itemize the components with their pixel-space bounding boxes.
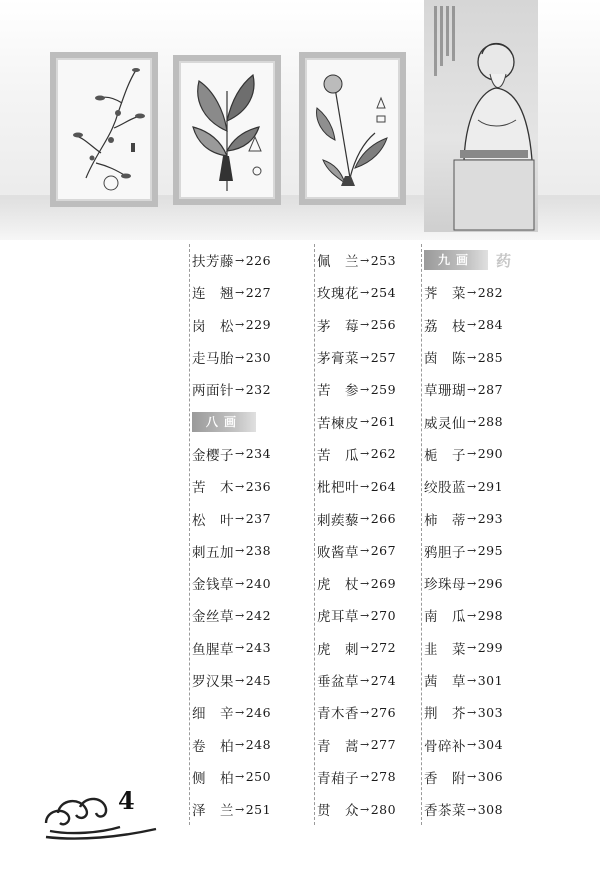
- arrow-icon: →: [360, 544, 370, 558]
- page-ref: 303: [477, 704, 504, 720]
- page-ref: 291: [477, 478, 504, 494]
- index-entry: [424, 373, 524, 405]
- herb-name: 柿 蒂: [424, 512, 466, 529]
- arrow-icon: →: [360, 738, 370, 752]
- cloud-scroll-icon: [40, 785, 160, 840]
- index-entry: [192, 664, 292, 696]
- index-entry: [424, 761, 524, 793]
- index-column-2: [317, 244, 417, 825]
- herb-name: 刺蒺藜: [317, 512, 359, 529]
- herb-name: 细 辛: [192, 706, 234, 723]
- scholar-portrait: [424, 0, 538, 232]
- page-ref: 250: [245, 769, 272, 785]
- arrow-icon: →: [235, 253, 245, 267]
- arrow-icon: →: [235, 705, 245, 719]
- arrow-icon: →: [467, 673, 477, 687]
- herb-name: 绞股蓝: [424, 480, 466, 497]
- herb-name: 荔 枝: [424, 318, 466, 335]
- arrow-icon: →: [235, 608, 245, 622]
- index-entry: [192, 632, 292, 664]
- herb-name: 茅膏菜: [317, 351, 359, 368]
- round-flower-plant-icon: [305, 58, 400, 199]
- arrow-icon: →: [235, 802, 245, 816]
- page-ref: 290: [477, 446, 504, 462]
- page-ref: 236: [245, 478, 272, 494]
- page-ref: 253: [370, 252, 397, 268]
- page-ref: 227: [245, 284, 272, 300]
- arrow-icon: →: [467, 318, 477, 332]
- arrow-icon: →: [235, 544, 245, 558]
- page-ref: 282: [477, 284, 504, 300]
- page-ref: 308: [477, 801, 504, 817]
- index-entry: [192, 341, 292, 373]
- herb-name: 苦楝皮: [317, 415, 359, 432]
- herb-name: 苦 木: [192, 480, 234, 497]
- herb-name: 金钱草: [192, 577, 234, 594]
- arrow-icon: →: [467, 447, 477, 461]
- page-ref: 257: [370, 349, 397, 365]
- page-ref: 288: [477, 414, 504, 430]
- index-entry: [424, 405, 524, 437]
- index-entry: [424, 696, 524, 728]
- index-entry: [192, 373, 292, 405]
- arrow-icon: →: [235, 382, 245, 396]
- herb-name: 香茶菜: [424, 803, 466, 820]
- arrow-icon: →: [467, 802, 477, 816]
- index-entry: [317, 276, 417, 308]
- herb-name: 苦 参: [317, 383, 359, 400]
- arrow-icon: →: [360, 415, 370, 429]
- page-ref: 301: [477, 672, 504, 688]
- herb-name: 苦 瓜: [317, 447, 359, 464]
- page-ref: 274: [370, 672, 397, 688]
- index-entry: [424, 309, 524, 341]
- page-ref: 251: [245, 801, 272, 817]
- index-entry: [424, 793, 524, 825]
- herb-name: 金丝草: [192, 609, 234, 626]
- page-ref: 238: [245, 543, 272, 559]
- page-ref: 256: [370, 317, 397, 333]
- index-entry: [317, 696, 417, 728]
- page-ref: 304: [477, 737, 504, 753]
- arrow-icon: →: [235, 285, 245, 299]
- arrow-icon: →: [235, 770, 245, 784]
- herb-name: 荠 菜: [424, 286, 466, 303]
- arrow-icon: →: [467, 479, 477, 493]
- arrow-icon: →: [235, 641, 245, 655]
- index-entry: [424, 438, 524, 470]
- herb-name: 青 蒿: [317, 738, 359, 755]
- herb-name: 骨碎补: [424, 738, 466, 755]
- page-ref: 269: [370, 575, 397, 591]
- page-ref: 232: [245, 381, 272, 397]
- page-ref: 262: [370, 446, 397, 462]
- herb-name: 垂盆草: [317, 674, 359, 690]
- herb-name: 韭 菜: [424, 641, 466, 658]
- herb-name: 侧 柏: [192, 770, 234, 787]
- stroke-count-header: 八画: [192, 412, 256, 432]
- arrow-icon: →: [467, 576, 477, 590]
- herb-name: 卷 柏: [192, 738, 234, 755]
- index-entry: [317, 405, 417, 437]
- index-entry: [424, 276, 524, 308]
- index-entry: [424, 341, 524, 373]
- page-ref: 272: [370, 640, 397, 656]
- index-entry: [317, 502, 417, 534]
- index-entry: [317, 470, 417, 502]
- herb-name: 败酱草: [317, 544, 359, 561]
- index-entry: [424, 664, 524, 696]
- index-entry: [192, 599, 292, 631]
- arrow-icon: →: [360, 770, 370, 784]
- page-ref: 234: [245, 446, 272, 462]
- index-entry: [317, 728, 417, 760]
- herb-name: 金樱子: [192, 447, 234, 464]
- page-ref: 245: [245, 672, 272, 688]
- faded-title-char: 药: [496, 251, 512, 270]
- herb-name: 茵 陈: [424, 351, 466, 368]
- index-entry: [317, 632, 417, 664]
- index-entry: [317, 567, 417, 599]
- arrow-icon: →: [360, 608, 370, 622]
- arrow-icon: →: [360, 350, 370, 364]
- herb-name: 虎 杖: [317, 577, 359, 594]
- arrow-icon: →: [360, 512, 370, 526]
- index-entry: [192, 309, 292, 341]
- index-entry: [424, 567, 524, 599]
- herb-name: 泽 兰: [192, 803, 234, 820]
- arrow-icon: →: [467, 608, 477, 622]
- index-entry: [424, 502, 524, 534]
- herb-illustration-card-1: [50, 52, 158, 207]
- arrow-icon: →: [360, 641, 370, 655]
- broadleaf-plant-icon: [179, 61, 275, 199]
- index-entry: [317, 438, 417, 470]
- arrow-icon: →: [467, 350, 477, 364]
- herb-name: 佩 兰: [317, 254, 359, 271]
- index-entry: [317, 373, 417, 405]
- stroke-count-header: 九画: [424, 250, 488, 270]
- herb-name: 草珊瑚: [424, 383, 466, 400]
- arrow-icon: →: [467, 770, 477, 784]
- arrow-icon: →: [360, 253, 370, 267]
- page-ref: 295: [477, 543, 504, 559]
- page-ref: 229: [245, 317, 272, 333]
- index-entry: [317, 793, 417, 825]
- page-ref: 296: [477, 575, 504, 591]
- index-entry: [317, 341, 417, 373]
- herb-name: 枇杷叶: [317, 480, 359, 497]
- arrow-icon: →: [360, 802, 370, 816]
- herb-name: 罗汉果: [192, 674, 234, 690]
- index-entry: [192, 567, 292, 599]
- arrow-icon: →: [467, 705, 477, 719]
- index-entry: [317, 535, 417, 567]
- page-ref: 306: [477, 769, 504, 785]
- page-ref: 267: [370, 543, 397, 559]
- herb-name: 青葙子: [317, 770, 359, 787]
- arrow-icon: →: [360, 382, 370, 396]
- arrow-icon: →: [360, 479, 370, 493]
- index-entry: [192, 502, 292, 534]
- herb-name: 荆 芥: [424, 706, 466, 723]
- arrow-icon: →: [360, 673, 370, 687]
- page-ref: 280: [370, 801, 397, 817]
- arrow-icon: →: [235, 576, 245, 590]
- arrow-icon: →: [360, 705, 370, 719]
- index-entry: [424, 470, 524, 502]
- page-ref: 266: [370, 511, 397, 527]
- page-ref: 277: [370, 737, 397, 753]
- index-column-1: [192, 244, 292, 825]
- page-ref: 270: [370, 607, 397, 623]
- arrow-icon: →: [235, 318, 245, 332]
- herb-name: 香 附: [424, 770, 466, 787]
- arrow-icon: →: [467, 415, 477, 429]
- arrow-icon: →: [360, 447, 370, 461]
- herb-name: 栀 子: [424, 447, 466, 464]
- page-ref: 284: [477, 317, 504, 333]
- index-entry: [424, 632, 524, 664]
- page-ref: 264: [370, 478, 397, 494]
- herb-illustration-card-3: [299, 52, 406, 205]
- page-ref: 287: [477, 381, 504, 397]
- page-ref: 298: [477, 607, 504, 623]
- page-ref: 240: [245, 575, 272, 591]
- arrow-icon: →: [467, 738, 477, 752]
- index-entry: [192, 438, 292, 470]
- arrow-icon: →: [235, 447, 245, 461]
- herb-name: 贯 众: [317, 803, 359, 820]
- arrow-icon: →: [235, 738, 245, 752]
- herb-name: 威灵仙: [424, 415, 466, 432]
- arrow-icon: →: [467, 641, 477, 655]
- herb-name: 刺五加: [192, 544, 234, 561]
- arrow-icon: →: [235, 512, 245, 526]
- herb-name: 茅 莓: [317, 318, 359, 335]
- page-ref: 276: [370, 704, 397, 720]
- page-ref: 230: [245, 349, 272, 365]
- index-entry: [317, 761, 417, 793]
- herb-name: 两面针: [192, 383, 234, 400]
- index-entry: [192, 470, 292, 502]
- herb-name: 连 翘: [192, 286, 234, 303]
- arrow-icon: →: [360, 576, 370, 590]
- index-entry: [192, 793, 292, 825]
- arrow-icon: →: [467, 544, 477, 558]
- index-entry: [192, 244, 292, 276]
- herb-name: 走马胎: [192, 351, 234, 368]
- page-ref: 248: [245, 737, 272, 753]
- arrow-icon: →: [360, 285, 370, 299]
- herb-name: 南 瓜: [424, 609, 466, 626]
- index-entry: [317, 599, 417, 631]
- index-entry: [317, 244, 417, 276]
- herb-name: 茜 草: [424, 674, 466, 690]
- page-ref: 293: [477, 511, 504, 527]
- page-ref: 237: [245, 511, 272, 527]
- herb-name: 松 叶: [192, 512, 234, 529]
- page-ref: 299: [477, 640, 504, 656]
- herb-name: 虎耳草: [317, 609, 359, 626]
- index-entry: [424, 535, 524, 567]
- index-column-3: [424, 244, 524, 825]
- page-ref: 242: [245, 607, 272, 623]
- page-ref: 259: [370, 381, 397, 397]
- index-entry: [424, 599, 524, 631]
- herb-name: 岗 松: [192, 318, 234, 335]
- index-entry: [424, 728, 524, 760]
- herb-illustration-card-2: [173, 55, 281, 205]
- page-ref: 243: [245, 640, 272, 656]
- arrow-icon: →: [467, 285, 477, 299]
- herb-name: 青木香: [317, 706, 359, 723]
- page-number: 4: [118, 786, 135, 815]
- arrow-icon: →: [235, 673, 245, 687]
- herb-name: 扶芳藤: [192, 254, 234, 271]
- index-entry: [192, 276, 292, 308]
- scholar-portrait-icon: [424, 0, 538, 232]
- arrow-icon: →: [235, 479, 245, 493]
- page-ref: 226: [245, 252, 272, 268]
- index-entry: [317, 309, 417, 341]
- herb-name: 虎 刺: [317, 641, 359, 658]
- index-entry: [192, 728, 292, 760]
- page-ref: 246: [245, 704, 272, 720]
- page-ref: 254: [370, 284, 397, 300]
- index-entry: [317, 664, 417, 696]
- herb-name: 珍珠母: [424, 577, 466, 594]
- herb-name: 玫瑰花: [317, 286, 359, 303]
- arrow-icon: →: [360, 318, 370, 332]
- arrow-icon: →: [467, 382, 477, 396]
- page-ref: 285: [477, 349, 504, 365]
- flowering-sprig-icon: [56, 58, 152, 201]
- index-entry: [192, 761, 292, 793]
- page-ref: 278: [370, 769, 397, 785]
- herb-name: 鱼腥草: [192, 641, 234, 658]
- arrow-icon: →: [235, 350, 245, 364]
- index-entry: [192, 696, 292, 728]
- arrow-icon: →: [467, 512, 477, 526]
- herb-name: 鸦胆子: [424, 544, 466, 561]
- page-ref: 261: [370, 414, 397, 430]
- index-entry: [192, 535, 292, 567]
